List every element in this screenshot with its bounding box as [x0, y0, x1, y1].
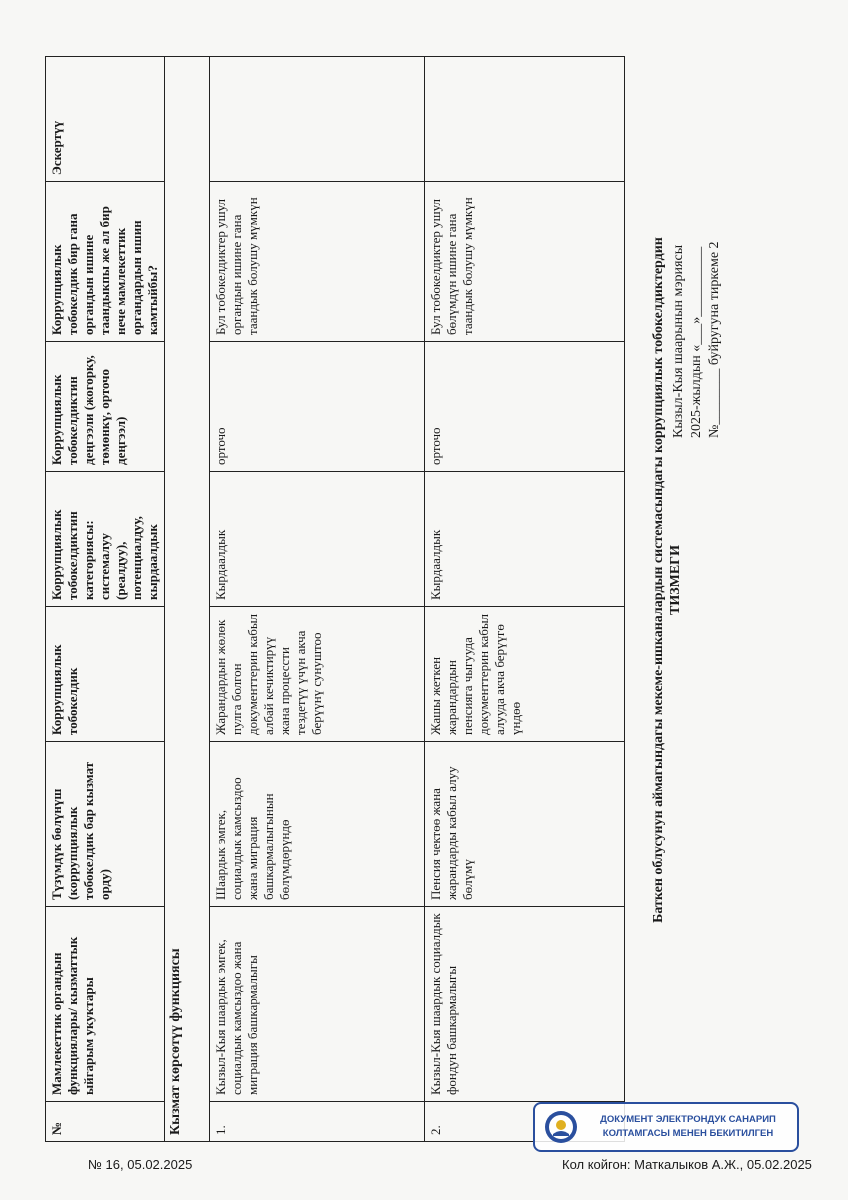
row-level: орточо [209, 342, 424, 472]
col-header-unit: Түзүмдүк бөлүнүш (коррупциялык тобокелдик бар кызмат орду) [46, 742, 165, 907]
col-header-scope: Коррупциялык тобокелдик бир гана органдын ишине таандыкпы же ал бир нече мамлекеттик органдардын ишин камтыйбы? [46, 182, 165, 342]
stamp-text [579, 1113, 797, 1141]
col-header-function: Мамлекеттик органдын функциялары/ кызматтык ыйгарым укуктары [46, 907, 165, 1102]
kyrgyz-emblem-icon [543, 1109, 579, 1145]
row-num: 2. [424, 1102, 624, 1142]
row-note [209, 57, 424, 182]
table-row [424, 57, 624, 1142]
col-header-level: Коррупциялык тобокелдиктин деңгээли (жогорку, төмөнкү, орточо деңгээл) [46, 342, 165, 472]
row-level: орточо [424, 342, 624, 472]
row-category: Кырдаалдык [209, 472, 424, 607]
row-function: Кызыл-Кыя шаардык социалдык фондун башкармалыгы [424, 907, 624, 1102]
row-risk: Жарандардын жөлөк пулга болгон документтерин кабыл албай кечиктирүү жана процессти тездетүү үчүн акча берүүнү сунуштоо [209, 607, 424, 742]
row-num: 1. [209, 1102, 424, 1142]
table-row [209, 57, 424, 1142]
col-header-note: Эскертүү [46, 57, 165, 182]
digital-signature-stamp [533, 1102, 799, 1152]
section-label: Кызмат көрсөтүү функциясы [165, 57, 210, 1142]
stamp-line-2: КОЛТАМГАСЫ МЕНЕН БЕКИТИЛГЕН [602, 1128, 774, 1139]
title-line-2: ТИЗМЕГИ [668, 545, 683, 615]
header-line-2: 2025-жылдын «___»__________ [689, 246, 704, 438]
row-unit: Пенсия чектөө жана жарандарды кабыл алуу бөлүмү [424, 742, 624, 907]
header-line-3: №________ буйругуна тиркеме 2 [707, 241, 722, 438]
table-header-row [46, 57, 165, 1142]
stamp-line-1: ДОКУМЕНТ ЭЛЕКТРОНДУК САНАРИП [600, 1114, 776, 1125]
col-header-num: № [46, 1102, 165, 1142]
col-header-category: Коррупциялык тобокелдиктин категориясы: системалуу (реалдуу), потенциалдуу, кырдаалдык [46, 472, 165, 607]
document-title [650, 90, 684, 1070]
row-function: Кызыл-Кыя шаардык эмгек, социалдык камсыздоо жана миграция башкармалыгы [209, 907, 424, 1102]
row-category: Кырдаалдык [424, 472, 624, 607]
row-scope: Бул тобокелдиктер ушул органдын ишине гана таандык болушу мүмкүн [209, 182, 424, 342]
header-line-1: Кызыл-Кыя шаарынын мэриясы [671, 244, 686, 438]
row-unit: Шаардык эмгек, социалдык камсыздоо жана миграция башкармалыгынын бөлүмдөрүндө [209, 742, 424, 907]
section-row [165, 57, 210, 1142]
row-scope: Бул тобокелдиктер ушул бөлүмдүн ишине гана таандык болушу мүмкүн [424, 182, 624, 342]
col-header-risk: Коррупциялык тобокелдик [46, 607, 165, 742]
row-risk: Жашы жеткен жарандардын пенсияга чыгууда документтерин кабыл алууда акча берүүгө үндөө [424, 607, 624, 742]
row-note [424, 57, 624, 182]
risk-table [45, 56, 625, 1142]
document-number: № 16, 05.02.2025 [88, 1157, 193, 1172]
title-line-1: Баткен облусунун аймагындагы мекеме-ишканалардын системасындагы коррупциялык тобокелдиктердин [651, 237, 666, 923]
signed-by: Кол койгон: Маткалыков А.Ж., 05.02.2025 [562, 1157, 812, 1172]
